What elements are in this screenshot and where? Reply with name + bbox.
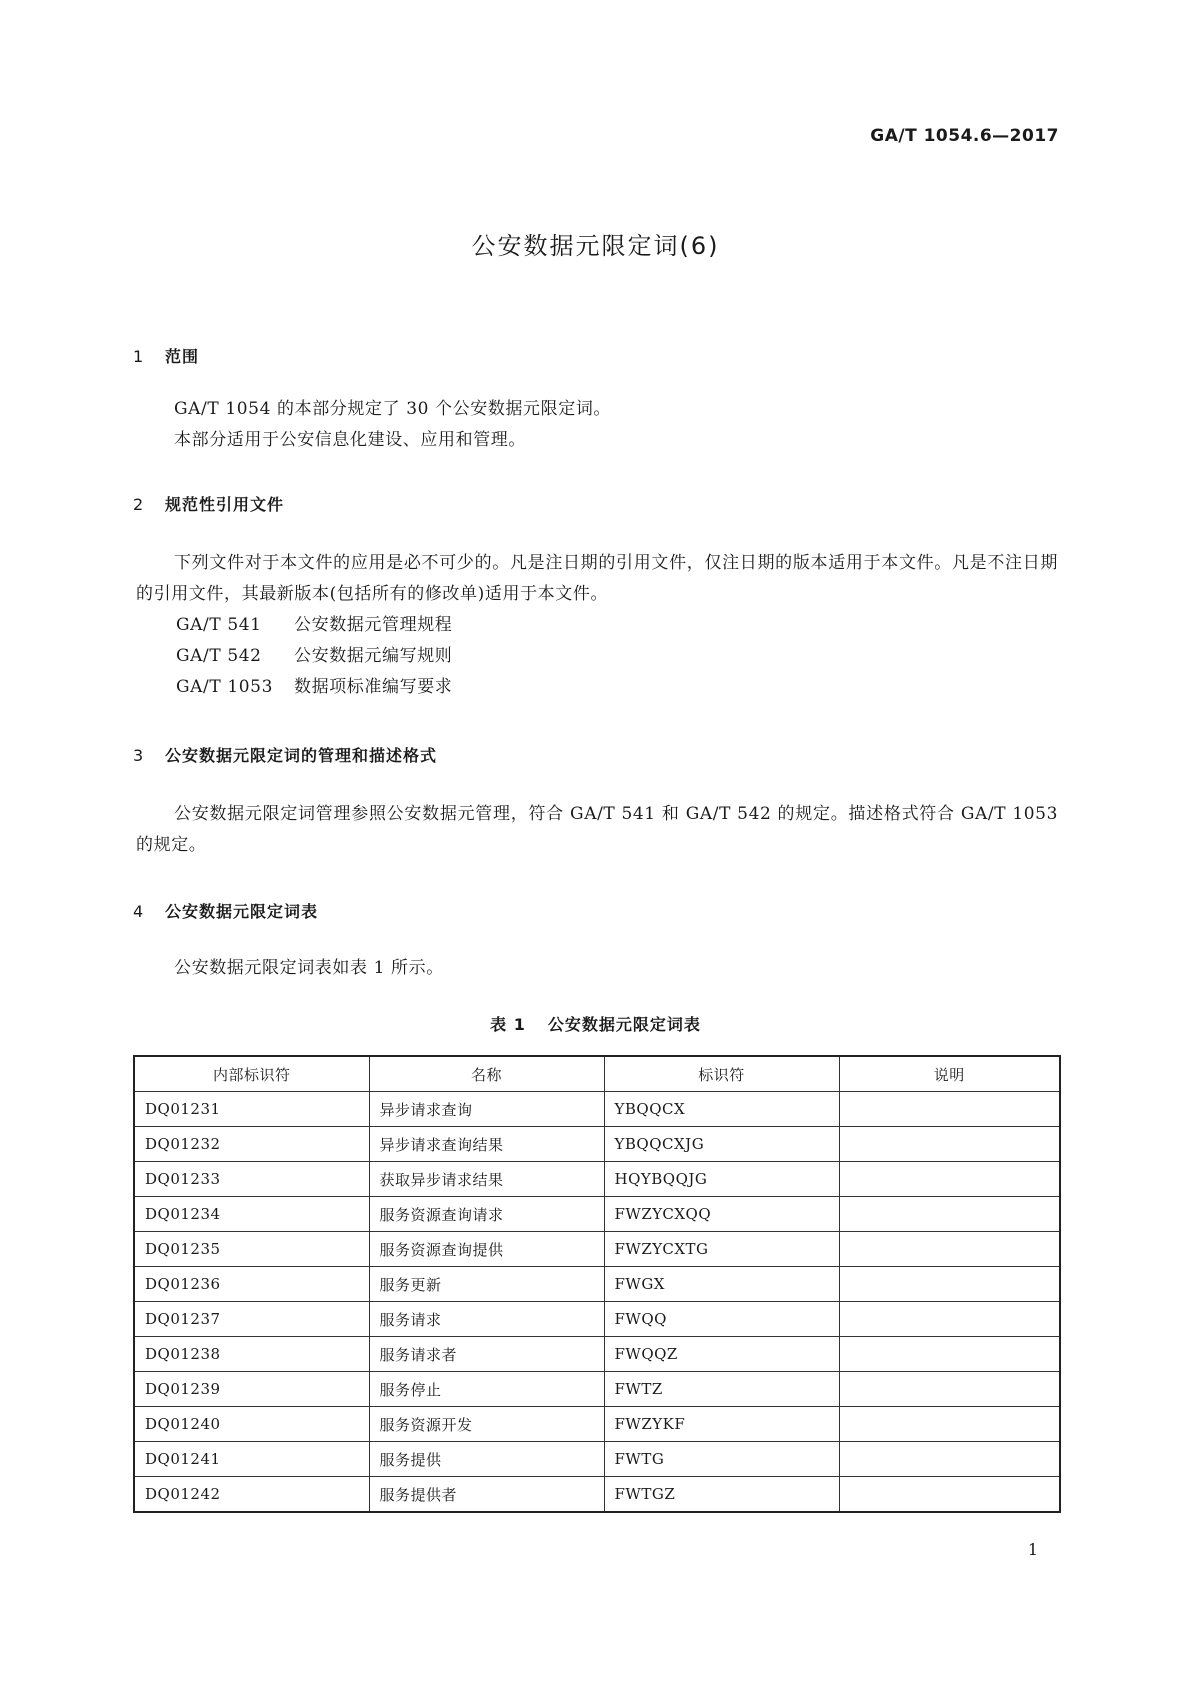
- table-row: [134, 1477, 1060, 1513]
- table-row: [134, 1197, 1060, 1232]
- header-identifier: 标识符: [604, 1056, 839, 1092]
- cell-name: 服务资源查询请求: [369, 1197, 604, 1232]
- section-title: 规范性引用文件: [165, 495, 285, 514]
- cell-name: 服务更新: [369, 1267, 604, 1302]
- cell-identifier: FWGX: [604, 1267, 839, 1302]
- cell-name: 获取异步请求结果: [369, 1162, 604, 1197]
- qualifier-table: [133, 1055, 1061, 1513]
- cell-internal-id: DQ01237: [134, 1302, 369, 1337]
- table-row: [134, 1162, 1060, 1197]
- document-title: 公安数据元限定词(6): [471, 232, 720, 260]
- reference-code: GA/T 541: [176, 615, 262, 635]
- cell-description: [839, 1127, 1060, 1162]
- scope-text-1: GA/T 1054 的本部分规定了 30 个公安数据元限定词。: [174, 399, 612, 419]
- header-internal-id: 内部标识符: [134, 1056, 369, 1092]
- cell-internal-id: DQ01239: [134, 1372, 369, 1407]
- cell-description: [839, 1092, 1060, 1127]
- scope-paragraphs: [136, 394, 1058, 456]
- reference-title: 数据项标准编写要求: [294, 677, 453, 697]
- cell-name: 异步请求查询: [369, 1092, 604, 1127]
- cell-name: 服务资源开发: [369, 1407, 604, 1442]
- table-intro-paragraph: [136, 953, 1058, 984]
- references-intro: 下列文件对于本文件的应用是必不可少的。凡是注日期的引用文件，仅注日期的版本适用于本文件。凡是不注日期的引用文件，其最新版本(包括所有的修改单)适用于本文件。: [136, 553, 1058, 604]
- cell-name: 服务提供: [369, 1442, 604, 1477]
- header-name: 名称: [369, 1056, 604, 1092]
- cell-identifier: FWTGZ: [604, 1477, 839, 1513]
- section-number: 2: [133, 495, 145, 514]
- section-title: 公安数据元限定词表: [165, 902, 319, 921]
- table-row: [134, 1232, 1060, 1267]
- cell-internal-id: DQ01242: [134, 1477, 369, 1513]
- cell-name: 异步请求查询结果: [369, 1127, 604, 1162]
- table-row: [134, 1267, 1060, 1302]
- section-1-heading: [133, 344, 199, 367]
- cell-description: [839, 1442, 1060, 1477]
- management-paragraph: [136, 799, 1058, 861]
- cell-identifier: FWTG: [604, 1442, 839, 1477]
- cell-description: [839, 1477, 1060, 1513]
- table-row: [134, 1337, 1060, 1372]
- cell-internal-id: DQ01234: [134, 1197, 369, 1232]
- table-caption-number: 表 1: [490, 1015, 526, 1034]
- table-caption: [0, 1012, 1191, 1035]
- section-3-heading: [133, 743, 437, 766]
- section-2-heading: [133, 492, 284, 515]
- section-number: 1: [133, 347, 145, 366]
- table-row: [134, 1302, 1060, 1337]
- cell-name: 服务请求: [369, 1302, 604, 1337]
- management-text: 公安数据元限定词管理参照公安数据元管理，符合 GA/T 541 和 GA/T 542 的规定。描述格式符合 GA/T 1053 的规定。: [136, 804, 1058, 855]
- cell-name: 服务请求者: [369, 1337, 604, 1372]
- section-title: 范围: [165, 347, 200, 366]
- cell-identifier: FWTZ: [604, 1372, 839, 1407]
- references-block: [136, 548, 1058, 703]
- cell-description: [839, 1372, 1060, 1407]
- cell-name: 服务停止: [369, 1372, 604, 1407]
- cell-identifier: FWZYCXQQ: [604, 1197, 839, 1232]
- cell-name: 服务资源查询提供: [369, 1232, 604, 1267]
- cell-identifier: FWZYCXTG: [604, 1232, 839, 1267]
- reference-item: [136, 672, 1058, 703]
- cell-internal-id: DQ01231: [134, 1092, 369, 1127]
- cell-internal-id: DQ01240: [134, 1407, 369, 1442]
- reference-code: GA/T 1053: [176, 677, 273, 697]
- table-body: [134, 1092, 1060, 1513]
- reference-title: 公安数据元编写规则: [294, 646, 453, 666]
- section-title: 公安数据元限定词的管理和描述格式: [165, 746, 438, 765]
- page-number: 1: [1027, 1540, 1038, 1559]
- header-description: 说明: [839, 1056, 1060, 1092]
- cell-description: [839, 1197, 1060, 1232]
- cell-identifier: YBQQCXJG: [604, 1127, 839, 1162]
- cell-description: [839, 1337, 1060, 1372]
- table-row: [134, 1092, 1060, 1127]
- cell-identifier: FWQQ: [604, 1302, 839, 1337]
- table-intro-text: 公安数据元限定词表如表 1 所示。: [174, 958, 444, 978]
- cell-name: 服务提供者: [369, 1477, 604, 1513]
- table-caption-title: 公安数据元限定词表: [547, 1015, 701, 1034]
- reference-item: [136, 641, 1058, 672]
- cell-identifier: HQYBQQJG: [604, 1162, 839, 1197]
- reference-code: GA/T 542: [176, 646, 262, 666]
- cell-internal-id: DQ01232: [134, 1127, 369, 1162]
- cell-description: [839, 1267, 1060, 1302]
- table-row: [134, 1372, 1060, 1407]
- reference-item: [136, 610, 1058, 641]
- cell-identifier: FWQQZ: [604, 1337, 839, 1372]
- cell-identifier: FWZYKF: [604, 1407, 839, 1442]
- cell-internal-id: DQ01233: [134, 1162, 369, 1197]
- table-row: [134, 1442, 1060, 1477]
- cell-description: [839, 1162, 1060, 1197]
- cell-internal-id: DQ01238: [134, 1337, 369, 1372]
- section-number: 3: [133, 746, 145, 765]
- cell-description: [839, 1302, 1060, 1337]
- standard-code: GA/T 1054.6—2017: [870, 126, 1059, 146]
- scope-text-2: 本部分适用于公安信息化建设、应用和管理。: [174, 430, 526, 450]
- cell-identifier: YBQQCX: [604, 1092, 839, 1127]
- cell-internal-id: DQ01235: [134, 1232, 369, 1267]
- cell-internal-id: DQ01236: [134, 1267, 369, 1302]
- cell-description: [839, 1232, 1060, 1267]
- section-number: 4: [133, 902, 145, 921]
- reference-title: 公安数据元管理规程: [294, 615, 453, 635]
- table-row: [134, 1407, 1060, 1442]
- cell-description: [839, 1407, 1060, 1442]
- table-row: [134, 1127, 1060, 1162]
- cell-internal-id: DQ01241: [134, 1442, 369, 1477]
- table-header-row: [134, 1056, 1060, 1092]
- section-4-heading: [133, 899, 318, 922]
